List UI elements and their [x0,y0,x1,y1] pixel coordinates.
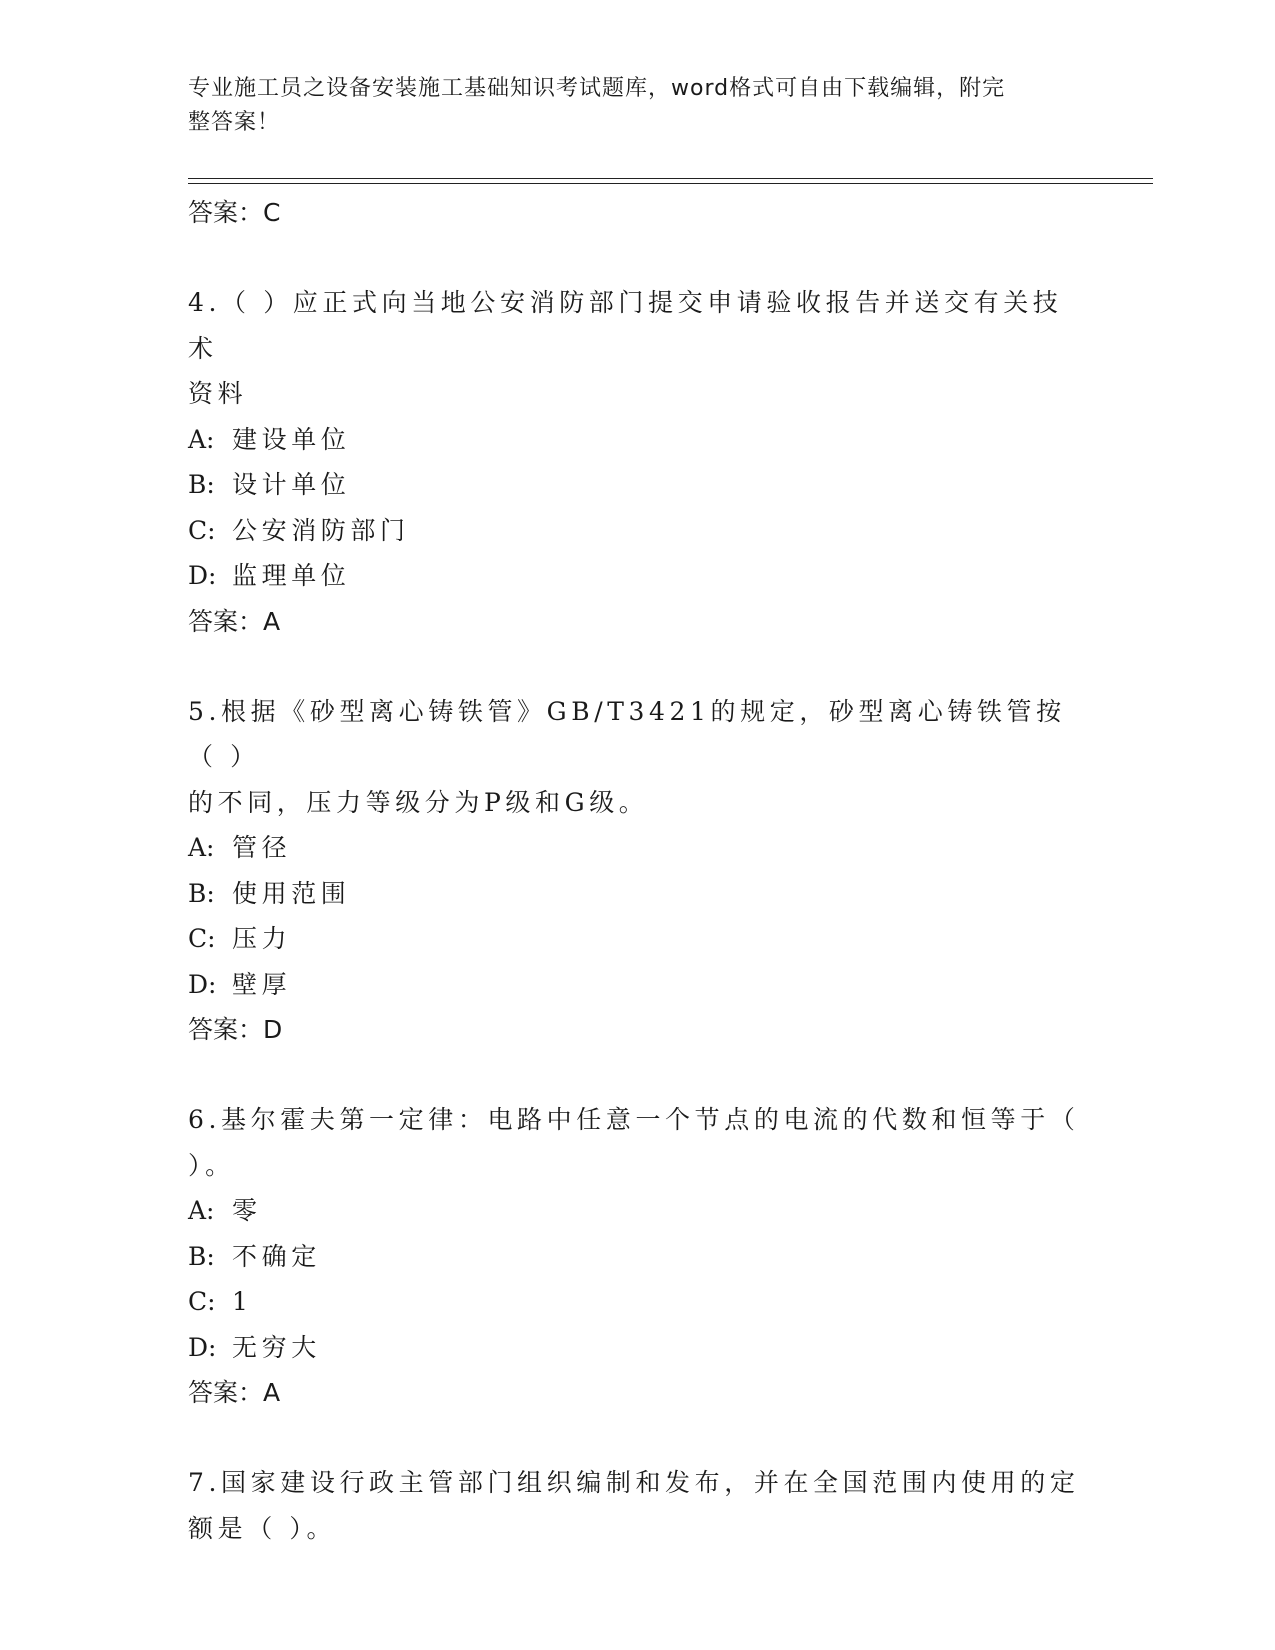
question-stem-line: 7.国家建设行政主管部门组织编制和发布，并在全国范围内使用的定 [188,1468,1080,1497]
option-text: 公安消防部门 [232,515,410,545]
question-6 [188,1097,1088,1416]
option-a [188,1188,1088,1234]
document-header [188,72,1068,140]
option-text: 建设单位 [232,424,351,454]
option-letter: A: [188,424,215,454]
option-a [188,825,1088,871]
option-letter: B: [188,470,215,499]
option-d [188,553,1088,599]
option-c [188,1279,1088,1325]
option-letter: D: [188,561,217,590]
option-letter: C: [188,1287,216,1316]
question-stem-line: 额是（ ）。 [188,1513,337,1543]
option-b [188,462,1088,508]
option-text: 管径 [232,833,292,862]
option-letter: D: [188,1332,217,1362]
option-text: 零 [232,1196,262,1225]
option-text: 压力 [232,924,292,953]
question-5 [188,689,1088,1054]
option-letter: D: [188,969,217,999]
option-letter: A: [188,1196,215,1225]
question-stem [188,280,1088,417]
header-divider-top [188,178,1153,179]
question-stem [188,689,1088,826]
option-text: 设计单位 [232,470,351,499]
answer-label: 答案：A [188,606,281,636]
header-line-2: 整答案！ [188,110,281,135]
question-stem-line: 的不同，压力等级分为P级和G级。 [188,787,649,817]
option-a [188,417,1088,463]
question-list [188,190,1088,1551]
option-d [188,962,1088,1008]
question-stem-line: 4.（ ）应正式向当地公安消防部门提交申请验收报告并送交有关技术 [188,288,1063,363]
question-stem [188,1097,1088,1188]
option-text: 不确定 [232,1241,321,1271]
option-text: 1 [232,1287,253,1316]
question-stem [188,1460,1088,1551]
option-text: 壁厚 [232,969,292,999]
option-text: 监理单位 [232,561,351,590]
option-c [188,916,1088,962]
option-letter: B: [188,878,215,908]
option-letter: C: [188,924,216,953]
header-divider-bottom [188,183,1153,184]
option-b [188,1234,1088,1280]
answer-label: 答案：D [188,1015,283,1044]
question-4 [188,280,1088,645]
option-text: 使用范围 [232,878,351,908]
option-b [188,871,1088,917]
question-stem-line: 5.根据《砂型离心铸铁管》GB/T3421的规定，砂型离心铸铁管按（ ） [188,696,1066,771]
question-stem-line: ）。 [188,1150,235,1180]
option-d [188,1325,1088,1371]
option-letter: B: [188,1241,215,1271]
question-stem-line: 资料 [188,379,248,408]
option-text: 无穷大 [232,1332,321,1362]
option-letter: C: [188,515,216,545]
question-stem-line: 6.基尔霍夫第一定律：电路中任意一个节点的电流的代数和恒等于（ [188,1105,1080,1134]
question-7 [188,1460,1088,1551]
answer-label: 答案：C [188,198,281,227]
header-line-1: 专业施工员之设备安装施工基础知识考试题库，word格式可自由下载编辑，附完 [188,76,1006,101]
option-c [188,508,1088,554]
option-letter: A: [188,833,215,862]
answer-label: 答案：A [188,1378,281,1407]
